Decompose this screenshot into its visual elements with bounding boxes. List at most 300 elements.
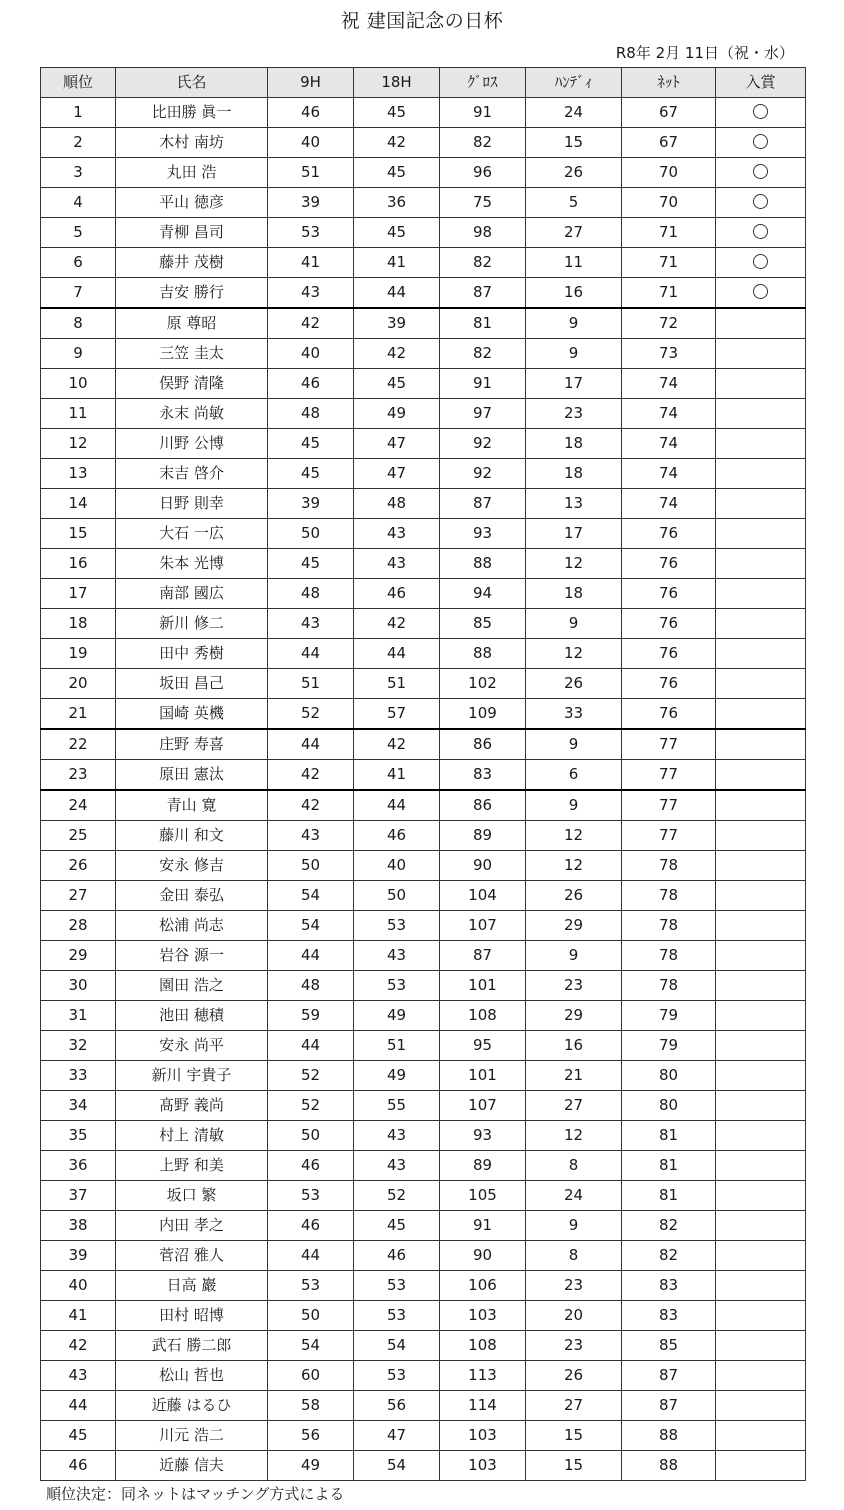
rank-cell: 16 xyxy=(41,549,116,579)
score-9h-cell: 49 xyxy=(268,1451,354,1481)
net-cell: 71 xyxy=(622,248,716,278)
handicap-cell: 15 xyxy=(526,1421,622,1451)
name-cell: 田村 昭博 xyxy=(116,1301,268,1331)
handicap-cell: 16 xyxy=(526,1031,622,1061)
header-net: ﾈｯﾄ xyxy=(622,68,716,98)
rank-cell: 32 xyxy=(41,1031,116,1061)
rank-cell: 18 xyxy=(41,609,116,639)
prize-cell xyxy=(716,941,806,971)
score-18h-cell: 56 xyxy=(354,1391,440,1421)
rank-cell: 46 xyxy=(41,1451,116,1481)
gross-cell: 90 xyxy=(440,1241,526,1271)
score-9h-cell: 42 xyxy=(268,790,354,821)
name-cell: 藤川 和文 xyxy=(116,821,268,851)
table-row xyxy=(41,188,806,218)
prize-cell xyxy=(716,1451,806,1481)
handicap-cell: 9 xyxy=(526,1211,622,1241)
rank-cell: 41 xyxy=(41,1301,116,1331)
name-cell: 吉安 勝行 xyxy=(116,278,268,309)
score-18h-cell: 43 xyxy=(354,1121,440,1151)
net-cell: 76 xyxy=(622,579,716,609)
prize-cell xyxy=(716,851,806,881)
handicap-cell: 15 xyxy=(526,128,622,158)
table-row xyxy=(41,218,806,248)
handicap-cell: 18 xyxy=(526,429,622,459)
prize-cell xyxy=(716,188,806,218)
net-cell: 70 xyxy=(622,158,716,188)
rank-cell: 45 xyxy=(41,1421,116,1451)
score-18h-cell: 45 xyxy=(354,158,440,188)
gross-cell: 104 xyxy=(440,881,526,911)
table-row xyxy=(41,790,806,821)
rank-cell: 37 xyxy=(41,1181,116,1211)
score-9h-cell: 45 xyxy=(268,459,354,489)
score-9h-cell: 53 xyxy=(268,1271,354,1301)
name-cell: 庄野 寿喜 xyxy=(116,729,268,760)
score-9h-cell: 60 xyxy=(268,1361,354,1391)
table-row xyxy=(41,579,806,609)
gross-cell: 98 xyxy=(440,218,526,248)
prize-cell xyxy=(716,1391,806,1421)
name-cell: 原田 憲汰 xyxy=(116,760,268,791)
prize-cell xyxy=(716,248,806,278)
name-cell: 原 尊昭 xyxy=(116,308,268,339)
score-18h-cell: 53 xyxy=(354,1301,440,1331)
prize-circle-icon xyxy=(753,254,768,269)
gross-cell: 96 xyxy=(440,158,526,188)
gross-cell: 91 xyxy=(440,98,526,128)
prize-cell xyxy=(716,1421,806,1451)
prize-cell xyxy=(716,1031,806,1061)
net-cell: 88 xyxy=(622,1451,716,1481)
prize-cell xyxy=(716,519,806,549)
name-cell: 田中 秀樹 xyxy=(116,639,268,669)
header-18h: 18H xyxy=(354,68,440,98)
table-row xyxy=(41,489,806,519)
score-18h-cell: 46 xyxy=(354,579,440,609)
gross-cell: 101 xyxy=(440,1061,526,1091)
table-row xyxy=(41,429,806,459)
net-cell: 76 xyxy=(622,609,716,639)
header-rank: 順位 xyxy=(41,68,116,98)
prize-cell xyxy=(716,1301,806,1331)
net-cell: 74 xyxy=(622,369,716,399)
prize-cell xyxy=(716,278,806,309)
name-cell: 坂田 昌己 xyxy=(116,669,268,699)
score-9h-cell: 52 xyxy=(268,1091,354,1121)
net-cell: 78 xyxy=(622,971,716,1001)
handicap-cell: 18 xyxy=(526,579,622,609)
net-cell: 87 xyxy=(622,1361,716,1391)
net-cell: 81 xyxy=(622,1151,716,1181)
score-18h-cell: 45 xyxy=(354,98,440,128)
table-row xyxy=(41,1211,806,1241)
gross-cell: 103 xyxy=(440,1301,526,1331)
prize-cell xyxy=(716,1061,806,1091)
score-9h-cell: 45 xyxy=(268,549,354,579)
gross-cell: 91 xyxy=(440,1211,526,1241)
name-cell: 池田 穂積 xyxy=(116,1001,268,1031)
rank-cell: 21 xyxy=(41,699,116,730)
name-cell: 岩谷 源一 xyxy=(116,941,268,971)
score-18h-cell: 49 xyxy=(354,1001,440,1031)
net-cell: 78 xyxy=(622,941,716,971)
score-18h-cell: 54 xyxy=(354,1451,440,1481)
gross-cell: 83 xyxy=(440,760,526,791)
handicap-cell: 33 xyxy=(526,699,622,730)
gross-cell: 82 xyxy=(440,128,526,158)
gross-cell: 103 xyxy=(440,1451,526,1481)
gross-cell: 81 xyxy=(440,308,526,339)
score-18h-cell: 47 xyxy=(354,429,440,459)
handicap-cell: 9 xyxy=(526,339,622,369)
score-18h-cell: 49 xyxy=(354,1061,440,1091)
gross-cell: 108 xyxy=(440,1331,526,1361)
prize-circle-icon xyxy=(753,164,768,179)
prize-cell xyxy=(716,459,806,489)
rank-cell: 44 xyxy=(41,1391,116,1421)
rank-cell: 19 xyxy=(41,639,116,669)
table-row xyxy=(41,278,806,309)
prize-cell xyxy=(716,1121,806,1151)
net-cell: 76 xyxy=(622,519,716,549)
table-row xyxy=(41,609,806,639)
handicap-cell: 20 xyxy=(526,1301,622,1331)
table-row xyxy=(41,1001,806,1031)
name-cell: 永末 尚敏 xyxy=(116,399,268,429)
gross-cell: 89 xyxy=(440,1151,526,1181)
score-9h-cell: 44 xyxy=(268,1241,354,1271)
rank-cell: 40 xyxy=(41,1271,116,1301)
header-prize: 入賞 xyxy=(716,68,806,98)
score-18h-cell: 49 xyxy=(354,399,440,429)
prize-cell xyxy=(716,1001,806,1031)
score-9h-cell: 53 xyxy=(268,218,354,248)
gross-cell: 97 xyxy=(440,399,526,429)
prize-cell xyxy=(716,609,806,639)
header-handicap: ﾊﾝﾃﾞｨ xyxy=(526,68,622,98)
handicap-cell: 29 xyxy=(526,1001,622,1031)
net-cell: 81 xyxy=(622,1121,716,1151)
name-cell: 武石 勝二郎 xyxy=(116,1331,268,1361)
rank-cell: 8 xyxy=(41,308,116,339)
table-row xyxy=(41,158,806,188)
handicap-cell: 17 xyxy=(526,369,622,399)
handicap-cell: 16 xyxy=(526,278,622,309)
gross-cell: 86 xyxy=(440,790,526,821)
rank-cell: 13 xyxy=(41,459,116,489)
score-9h-cell: 43 xyxy=(268,821,354,851)
score-9h-cell: 46 xyxy=(268,1211,354,1241)
table-row xyxy=(41,399,806,429)
net-cell: 76 xyxy=(622,669,716,699)
gross-cell: 92 xyxy=(440,429,526,459)
score-9h-cell: 50 xyxy=(268,519,354,549)
score-18h-cell: 46 xyxy=(354,821,440,851)
name-cell: 日高 巖 xyxy=(116,1271,268,1301)
net-cell: 77 xyxy=(622,729,716,760)
table-row xyxy=(41,248,806,278)
prize-cell xyxy=(716,1211,806,1241)
net-cell: 71 xyxy=(622,278,716,309)
net-cell: 67 xyxy=(622,128,716,158)
net-cell: 76 xyxy=(622,639,716,669)
rank-cell: 2 xyxy=(41,128,116,158)
table-row xyxy=(41,639,806,669)
handicap-cell: 11 xyxy=(526,248,622,278)
gross-cell: 94 xyxy=(440,579,526,609)
gross-cell: 114 xyxy=(440,1391,526,1421)
table-row xyxy=(41,369,806,399)
name-cell: 青柳 昌司 xyxy=(116,218,268,248)
results-body xyxy=(41,98,806,1481)
score-9h-cell: 43 xyxy=(268,278,354,309)
table-row xyxy=(41,729,806,760)
score-9h-cell: 48 xyxy=(268,971,354,1001)
handicap-cell: 26 xyxy=(526,1361,622,1391)
name-cell: 坂口 繁 xyxy=(116,1181,268,1211)
score-9h-cell: 51 xyxy=(268,158,354,188)
score-18h-cell: 47 xyxy=(354,1421,440,1451)
prize-cell xyxy=(716,369,806,399)
net-cell: 81 xyxy=(622,1181,716,1211)
handicap-cell: 23 xyxy=(526,1271,622,1301)
name-cell: 朱本 光博 xyxy=(116,549,268,579)
score-9h-cell: 52 xyxy=(268,1061,354,1091)
table-row xyxy=(41,1391,806,1421)
handicap-cell: 26 xyxy=(526,881,622,911)
score-18h-cell: 51 xyxy=(354,1031,440,1061)
score-18h-cell: 53 xyxy=(354,911,440,941)
handicap-cell: 29 xyxy=(526,911,622,941)
rank-cell: 3 xyxy=(41,158,116,188)
prize-cell xyxy=(716,1361,806,1391)
net-cell: 78 xyxy=(622,851,716,881)
net-cell: 72 xyxy=(622,308,716,339)
score-9h-cell: 54 xyxy=(268,1331,354,1361)
name-cell: 松浦 尚志 xyxy=(116,911,268,941)
net-cell: 80 xyxy=(622,1061,716,1091)
gross-cell: 82 xyxy=(440,339,526,369)
table-row xyxy=(41,851,806,881)
name-cell: 菅沼 雅人 xyxy=(116,1241,268,1271)
rank-cell: 1 xyxy=(41,98,116,128)
handicap-cell: 21 xyxy=(526,1061,622,1091)
results-table xyxy=(40,67,806,1481)
page-title: 祝 建国記念の日杯 xyxy=(340,10,504,32)
table-row xyxy=(41,669,806,699)
score-9h-cell: 41 xyxy=(268,248,354,278)
gross-cell: 92 xyxy=(440,459,526,489)
name-cell: 大石 一広 xyxy=(116,519,268,549)
table-row xyxy=(41,549,806,579)
prize-cell xyxy=(716,128,806,158)
table-row xyxy=(41,1361,806,1391)
prize-cell xyxy=(716,1241,806,1271)
name-cell: 村上 清敏 xyxy=(116,1121,268,1151)
handicap-cell: 24 xyxy=(526,1181,622,1211)
gross-cell: 90 xyxy=(440,851,526,881)
rank-cell: 36 xyxy=(41,1151,116,1181)
handicap-cell: 17 xyxy=(526,519,622,549)
prize-cell xyxy=(716,699,806,730)
score-9h-cell: 44 xyxy=(268,941,354,971)
header-9h: 9H xyxy=(268,68,354,98)
name-cell: 木村 南坊 xyxy=(116,128,268,158)
name-cell: 新川 宇貴子 xyxy=(116,1061,268,1091)
net-cell: 76 xyxy=(622,699,716,730)
score-18h-cell: 39 xyxy=(354,308,440,339)
prize-cell xyxy=(716,218,806,248)
score-9h-cell: 53 xyxy=(268,1181,354,1211)
score-9h-cell: 54 xyxy=(268,911,354,941)
handicap-cell: 27 xyxy=(526,218,622,248)
gross-cell: 113 xyxy=(440,1361,526,1391)
score-9h-cell: 46 xyxy=(268,1151,354,1181)
rank-cell: 4 xyxy=(41,188,116,218)
score-18h-cell: 41 xyxy=(354,760,440,791)
prize-circle-icon xyxy=(753,134,768,149)
name-cell: 川元 浩二 xyxy=(116,1421,268,1451)
name-cell: 俣野 清隆 xyxy=(116,369,268,399)
score-18h-cell: 41 xyxy=(354,248,440,278)
score-18h-cell: 50 xyxy=(354,881,440,911)
gross-cell: 101 xyxy=(440,971,526,1001)
rank-cell: 25 xyxy=(41,821,116,851)
net-cell: 82 xyxy=(622,1211,716,1241)
rank-cell: 31 xyxy=(41,1001,116,1031)
prize-circle-icon xyxy=(753,194,768,209)
net-cell: 87 xyxy=(622,1391,716,1421)
gross-cell: 93 xyxy=(440,1121,526,1151)
gross-cell: 88 xyxy=(440,549,526,579)
score-18h-cell: 45 xyxy=(354,218,440,248)
score-9h-cell: 42 xyxy=(268,760,354,791)
name-cell: 末吉 啓介 xyxy=(116,459,268,489)
prize-cell xyxy=(716,549,806,579)
score-18h-cell: 47 xyxy=(354,459,440,489)
rank-cell: 43 xyxy=(41,1361,116,1391)
name-cell: 安永 尚平 xyxy=(116,1031,268,1061)
rank-cell: 23 xyxy=(41,760,116,791)
table-row xyxy=(41,1091,806,1121)
score-18h-cell: 40 xyxy=(354,851,440,881)
score-9h-cell: 39 xyxy=(268,188,354,218)
rank-cell: 39 xyxy=(41,1241,116,1271)
prize-cell xyxy=(716,729,806,760)
table-row xyxy=(41,308,806,339)
rank-cell: 22 xyxy=(41,729,116,760)
event-date: R8年 2月 11日（祝・水） xyxy=(615,44,794,62)
name-cell: 丸田 浩 xyxy=(116,158,268,188)
name-cell: 南部 國広 xyxy=(116,579,268,609)
score-18h-cell: 45 xyxy=(354,369,440,399)
table-row xyxy=(41,821,806,851)
rank-cell: 7 xyxy=(41,278,116,309)
handicap-cell: 12 xyxy=(526,821,622,851)
table-row xyxy=(41,339,806,369)
table-row xyxy=(41,1181,806,1211)
prize-circle-icon xyxy=(753,104,768,119)
table-row xyxy=(41,1301,806,1331)
net-cell: 74 xyxy=(622,429,716,459)
name-cell: 青山 寛 xyxy=(116,790,268,821)
rank-cell: 15 xyxy=(41,519,116,549)
prize-cell xyxy=(716,429,806,459)
score-9h-cell: 59 xyxy=(268,1001,354,1031)
handicap-cell: 27 xyxy=(526,1391,622,1421)
table-row xyxy=(41,1421,806,1451)
rank-cell: 24 xyxy=(41,790,116,821)
header-name: 氏名 xyxy=(116,68,268,98)
name-cell: 上野 和美 xyxy=(116,1151,268,1181)
gross-cell: 85 xyxy=(440,609,526,639)
score-9h-cell: 42 xyxy=(268,308,354,339)
rank-cell: 35 xyxy=(41,1121,116,1151)
rank-cell: 14 xyxy=(41,489,116,519)
name-cell: 平山 徳彦 xyxy=(116,188,268,218)
score-18h-cell: 54 xyxy=(354,1331,440,1361)
score-9h-cell: 44 xyxy=(268,639,354,669)
prize-cell xyxy=(716,1151,806,1181)
table-row xyxy=(41,941,806,971)
rank-cell: 42 xyxy=(41,1331,116,1361)
net-cell: 82 xyxy=(622,1241,716,1271)
table-row xyxy=(41,1061,806,1091)
rank-cell: 28 xyxy=(41,911,116,941)
table-row xyxy=(41,1331,806,1361)
net-cell: 77 xyxy=(622,790,716,821)
prize-cell xyxy=(716,760,806,791)
handicap-cell: 27 xyxy=(526,1091,622,1121)
score-9h-cell: 44 xyxy=(268,729,354,760)
handicap-cell: 23 xyxy=(526,399,622,429)
net-cell: 79 xyxy=(622,1031,716,1061)
table-row xyxy=(41,128,806,158)
table-row xyxy=(41,459,806,489)
net-cell: 70 xyxy=(622,188,716,218)
rank-cell: 30 xyxy=(41,971,116,1001)
score-18h-cell: 42 xyxy=(354,729,440,760)
handicap-cell: 9 xyxy=(526,308,622,339)
net-cell: 74 xyxy=(622,489,716,519)
score-18h-cell: 44 xyxy=(354,790,440,821)
gross-cell: 91 xyxy=(440,369,526,399)
handicap-cell: 9 xyxy=(526,609,622,639)
header-gross: ｸﾞﾛｽ xyxy=(440,68,526,98)
net-cell: 74 xyxy=(622,459,716,489)
gross-cell: 95 xyxy=(440,1031,526,1061)
prize-cell xyxy=(716,639,806,669)
handicap-cell: 8 xyxy=(526,1241,622,1271)
prize-cell xyxy=(716,821,806,851)
score-18h-cell: 42 xyxy=(354,128,440,158)
handicap-cell: 12 xyxy=(526,851,622,881)
score-9h-cell: 48 xyxy=(268,399,354,429)
handicap-cell: 23 xyxy=(526,1331,622,1361)
score-9h-cell: 40 xyxy=(268,128,354,158)
prize-cell xyxy=(716,911,806,941)
gross-cell: 75 xyxy=(440,188,526,218)
handicap-cell: 5 xyxy=(526,188,622,218)
table-row xyxy=(41,911,806,941)
gross-cell: 107 xyxy=(440,1091,526,1121)
net-cell: 83 xyxy=(622,1271,716,1301)
rank-cell: 10 xyxy=(41,369,116,399)
name-cell: 比田勝 眞一 xyxy=(116,98,268,128)
name-cell: 川野 公博 xyxy=(116,429,268,459)
rank-cell: 5 xyxy=(41,218,116,248)
